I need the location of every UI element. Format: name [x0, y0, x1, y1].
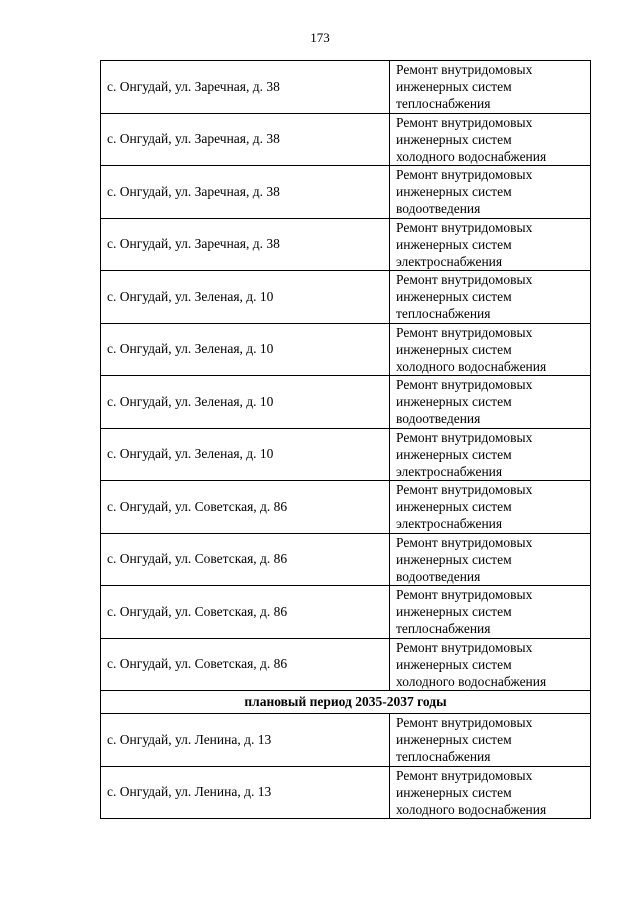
- table-row: [101, 323, 591, 376]
- work-type-line: Ремонт внутридомовых: [396, 767, 533, 783]
- work-type-cell: [390, 271, 591, 324]
- work-type-line: инженерных систем: [396, 604, 512, 620]
- address-cell: с. Онгудай, ул. Ленина, д. 13: [101, 766, 390, 819]
- work-type-line: инженерных систем: [396, 656, 512, 672]
- table-row: [101, 218, 591, 271]
- work-type-cell: [390, 428, 591, 481]
- work-type-line: инженерных систем: [396, 184, 512, 200]
- section-heading: плановый период 2035-2037 годы: [101, 691, 591, 714]
- work-type-line: Ремонт внутридомовых: [396, 324, 533, 340]
- work-type-cell: [390, 113, 591, 166]
- section-row: [101, 691, 591, 714]
- table-row: [101, 638, 591, 691]
- table-row: [101, 113, 591, 166]
- work-type-line: Ремонт внутридомовых: [396, 587, 533, 603]
- address-cell: с. Онгудай, ул. Заречная, д. 38: [101, 61, 390, 114]
- work-type-line: холодного водоснабжения: [396, 148, 547, 164]
- work-type-line: электроснабжения: [396, 516, 503, 532]
- address-cell: с. Онгудай, ул. Зеленая, д. 10: [101, 271, 390, 324]
- work-type-line: Ремонт внутридомовых: [396, 62, 533, 78]
- address-cell: с. Онгудай, ул. Заречная, д. 38: [101, 113, 390, 166]
- work-type-cell: [390, 323, 591, 376]
- table-row: [101, 586, 591, 639]
- work-type-line: инженерных систем: [396, 784, 512, 800]
- work-type-cell: [390, 714, 591, 767]
- work-type-line: инженерных систем: [396, 499, 512, 515]
- work-type-line: электроснабжения: [396, 253, 503, 269]
- table-row: [101, 481, 591, 534]
- work-type-cell: [390, 481, 591, 534]
- work-type-line: Ремонт внутридомовых: [396, 219, 533, 235]
- work-type-line: теплоснабжения: [396, 621, 491, 637]
- work-type-line: водоотведения: [396, 201, 481, 217]
- work-type-line: Ремонт внутридомовых: [396, 715, 533, 731]
- table-row: [101, 271, 591, 324]
- work-type-line: инженерных систем: [396, 289, 512, 305]
- work-type-line: инженерных систем: [396, 551, 512, 567]
- work-type-line: Ремонт внутридомовых: [396, 167, 533, 183]
- address-cell: с. Онгудай, ул. Советская, д. 86: [101, 533, 390, 586]
- work-type-line: холодного водоснабжения: [396, 673, 547, 689]
- work-type-cell: [390, 638, 591, 691]
- address-cell: с. Онгудай, ул. Заречная, д. 38: [101, 166, 390, 219]
- address-cell: с. Онгудай, ул. Советская, д. 86: [101, 586, 390, 639]
- work-type-cell: [390, 376, 591, 429]
- address-cell: с. Онгудай, ул. Заречная, д. 38: [101, 218, 390, 271]
- work-type-cell: [390, 766, 591, 819]
- address-cell: с. Онгудай, ул. Зеленая, д. 10: [101, 428, 390, 481]
- work-type-line: Ремонт внутридомовых: [396, 534, 533, 550]
- table-row: [101, 714, 591, 767]
- work-type-line: Ремонт внутридомовых: [396, 377, 533, 393]
- work-type-cell: [390, 218, 591, 271]
- work-type-line: электроснабжения: [396, 463, 503, 479]
- work-type-line: инженерных систем: [396, 446, 512, 462]
- work-type-line: инженерных систем: [396, 236, 512, 252]
- address-cell: с. Онгудай, ул. Советская, д. 86: [101, 481, 390, 534]
- work-type-line: водоотведения: [396, 568, 481, 584]
- page-number: 173: [310, 30, 330, 45]
- work-type-line: теплоснабжения: [396, 749, 491, 765]
- work-type-line: водоотведения: [396, 411, 481, 427]
- work-type-line: Ремонт внутридомовых: [396, 114, 533, 130]
- work-type-line: Ремонт внутридомовых: [396, 272, 533, 288]
- work-type-line: Ремонт внутридомовых: [396, 639, 533, 655]
- work-type-line: инженерных систем: [396, 341, 512, 357]
- address-cell: с. Онгудай, ул. Советская, д. 86: [101, 638, 390, 691]
- address-cell: с. Онгудай, ул. Ленина, д. 13: [101, 714, 390, 767]
- work-type-line: инженерных систем: [396, 131, 512, 147]
- table-row: [101, 61, 591, 114]
- table-row: [101, 533, 591, 586]
- works-table: [100, 60, 591, 819]
- work-type-cell: [390, 533, 591, 586]
- work-type-line: холодного водоснабжения: [396, 801, 547, 817]
- table-row: [101, 376, 591, 429]
- work-type-line: Ремонт внутридомовых: [396, 482, 533, 498]
- work-type-line: инженерных систем: [396, 79, 512, 95]
- work-type-line: теплоснабжения: [396, 96, 491, 112]
- work-type-cell: [390, 586, 591, 639]
- works-table-body: [101, 61, 591, 819]
- table-row: [101, 428, 591, 481]
- work-type-line: теплоснабжения: [396, 306, 491, 322]
- work-type-line: Ремонт внутридомовых: [396, 429, 533, 445]
- table-row: [101, 166, 591, 219]
- work-type-line: инженерных систем: [396, 394, 512, 410]
- table-row: [101, 766, 591, 819]
- work-type-line: инженерных систем: [396, 732, 512, 748]
- work-type-line: холодного водоснабжения: [396, 358, 547, 374]
- address-cell: с. Онгудай, ул. Зеленая, д. 10: [101, 376, 390, 429]
- work-type-cell: [390, 166, 591, 219]
- address-cell: с. Онгудай, ул. Зеленая, д. 10: [101, 323, 390, 376]
- work-type-cell: [390, 61, 591, 114]
